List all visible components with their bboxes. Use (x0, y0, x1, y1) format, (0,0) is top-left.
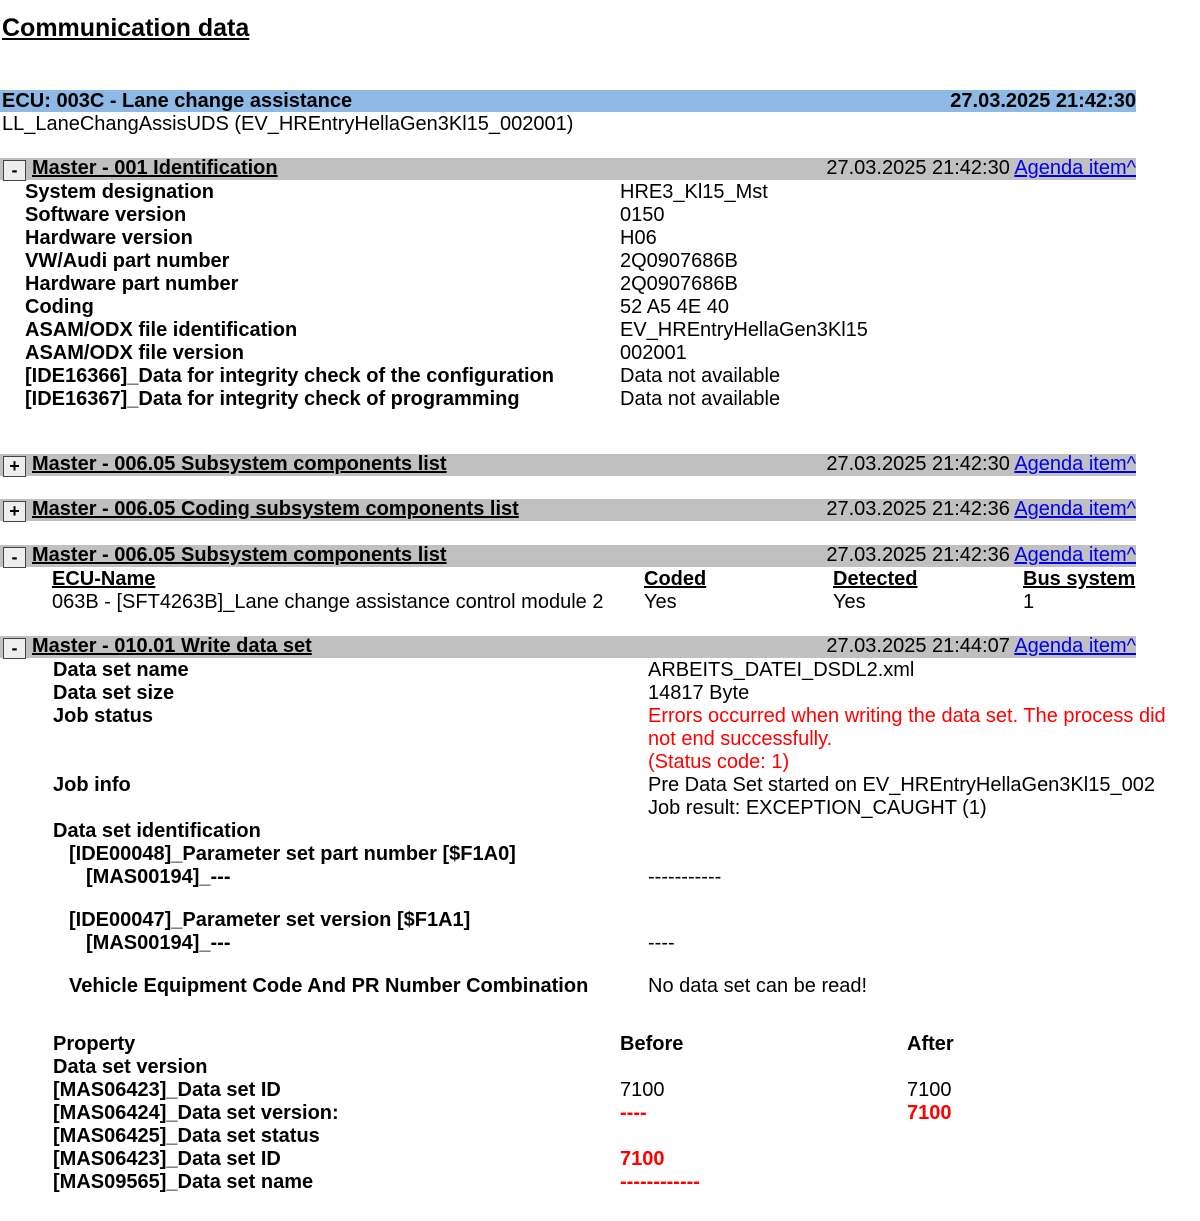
section-header (0, 499, 1136, 521)
col-coded: Coded (644, 568, 707, 590)
value: Job result: EXCEPTION_CAUGHT (1) (648, 797, 987, 819)
page-title: Communication data (2, 14, 250, 42)
property-label: [MAS06424]_Data set version: (53, 1102, 339, 1124)
section-timestamp: 27.03.2025 21:44:07 (826, 635, 1010, 657)
section-timestamp: 27.03.2025 21:42:30 (826, 157, 1010, 179)
label: Data set size (53, 682, 175, 704)
ecu-label: ECU: 003C - Lane change assistance (2, 90, 353, 112)
ident-value: Data not available (620, 365, 781, 387)
cell-ecu-name: 063B - [SFT4263B]_Lane change assistance control module 2 (52, 591, 604, 613)
ident-value: HRE3_Kl15_Mst (620, 181, 768, 203)
label: [IDE00047]_Parameter set version [$F1A1] (69, 909, 471, 931)
ident-value: Data not available (620, 388, 781, 410)
section-timestamp: 27.03.2025 21:42:36 (826, 498, 1010, 520)
ident-value: 2Q0907686B (620, 273, 738, 295)
section-title: Master - 001 Identification (32, 157, 278, 179)
ident-label: VW/Audi part number (25, 250, 230, 272)
ident-label: Coding (25, 296, 94, 318)
value: 14817 Byte (648, 682, 750, 704)
property-label: [MAS06423]_Data set ID (53, 1148, 281, 1170)
label: [MAS00194]_--- (86, 932, 231, 954)
after-value: 7100 (907, 1102, 952, 1124)
agenda-item-link[interactable]: Agenda item^ (1014, 544, 1136, 566)
expand-button[interactable]: + (3, 501, 26, 522)
ident-value: 0150 (620, 204, 665, 226)
section-title: Master - 006.05 Subsystem components list (32, 453, 447, 475)
collapse-button[interactable]: - (3, 547, 26, 568)
cell-coded: Yes (644, 591, 677, 613)
label: [MAS00194]_--- (86, 866, 231, 888)
section-header (0, 545, 1136, 567)
section-title: Master - 010.01 Write data set (32, 635, 312, 657)
col-before: Before (620, 1033, 684, 1055)
section-header (0, 636, 1136, 658)
section-title: Master - 006.05 Subsystem components list (32, 544, 447, 566)
label: Data set name (53, 659, 189, 681)
label: Data set identification (53, 820, 261, 842)
agenda-item-link[interactable]: Agenda item^ (1014, 635, 1136, 657)
col-bus-system: Bus system (1023, 568, 1136, 590)
before-value: 7100 (620, 1148, 665, 1170)
section-meta (826, 498, 1136, 521)
section-meta (826, 157, 1136, 180)
job-status-error: Errors occurred when writing the data set. The process did (648, 705, 1166, 727)
collapse-button[interactable]: - (3, 638, 26, 659)
col-after: After (907, 1033, 954, 1055)
before-value: ---- (620, 1102, 647, 1124)
ident-value: EV_HREntryHellaGen3Kl15 (620, 319, 868, 341)
before-value: 7100 (620, 1079, 665, 1101)
job-status-error: not end successfully. (648, 728, 833, 750)
section-header (0, 454, 1136, 476)
property-label: Data set version (53, 1056, 208, 1078)
expand-button[interactable]: + (3, 456, 26, 477)
ident-label: Hardware version (25, 227, 193, 249)
value: Pre Data Set started on EV_HREntryHellaGen3Kl15_002 (648, 774, 1155, 796)
section-header (0, 158, 1136, 180)
value: ---- (648, 932, 675, 954)
ident-value: 002001 (620, 342, 687, 364)
section-meta (826, 635, 1136, 658)
ident-value: 52 A5 4E 40 (620, 296, 729, 318)
col-ecu-name: ECU-Name (52, 568, 156, 590)
property-label: [MAS06425]_Data set status (53, 1125, 320, 1147)
property-label: [MAS06423]_Data set ID (53, 1079, 281, 1101)
value: ARBEITS_DATEI_DSDL2.xml (648, 659, 915, 681)
ident-label: ASAM/ODX file identification (25, 319, 298, 341)
ident-label: [IDE16367]_Data for integrity check of programming (25, 388, 520, 410)
section-timestamp: 27.03.2025 21:42:30 (826, 453, 1010, 475)
col-property: Property (53, 1033, 136, 1055)
agenda-item-link[interactable]: Agenda item^ (1014, 157, 1136, 179)
section-meta (826, 544, 1136, 567)
value: ----------- (648, 866, 722, 888)
ident-label: System designation (25, 181, 214, 203)
section-timestamp: 27.03.2025 21:42:36 (826, 544, 1010, 566)
agenda-item-link[interactable]: Agenda item^ (1014, 498, 1136, 520)
collapse-button[interactable]: - (3, 160, 26, 181)
ecu-subtitle: LL_LaneChangAssisUDS (EV_HREntryHellaGen3Kl15_002001) (2, 113, 574, 135)
section-meta (826, 453, 1136, 476)
ident-label: ASAM/ODX file version (25, 342, 244, 364)
col-detected: Detected (833, 568, 918, 590)
label: Job status (53, 705, 154, 727)
value: No data set can be read! (648, 975, 868, 997)
job-status-code: (Status code: 1) (648, 751, 790, 773)
ident-value: H06 (620, 227, 657, 249)
ident-label: Software version (25, 204, 187, 226)
ecu-header (0, 90, 1136, 112)
ident-value: 2Q0907686B (620, 250, 738, 272)
agenda-item-link[interactable]: Agenda item^ (1014, 453, 1136, 475)
cell-bus-system: 1 (1023, 591, 1035, 613)
ident-label: Hardware part number (25, 273, 239, 295)
cell-detected: Yes (833, 591, 866, 613)
label: Job info (53, 774, 131, 796)
property-label: [MAS09565]_Data set name (53, 1171, 314, 1193)
label: [IDE00048]_Parameter set part number [$F1A0] (69, 843, 516, 865)
ident-label: [IDE16366]_Data for integrity check of the configuration (25, 365, 554, 387)
ecu-timestamp: 27.03.2025 21:42:30 (950, 90, 1136, 112)
after-value: 7100 (907, 1079, 952, 1101)
section-title: Master - 006.05 Coding subsystem components list (32, 498, 519, 520)
before-value: ------------ (620, 1171, 700, 1193)
label: Vehicle Equipment Code And PR Number Combination (69, 975, 589, 997)
